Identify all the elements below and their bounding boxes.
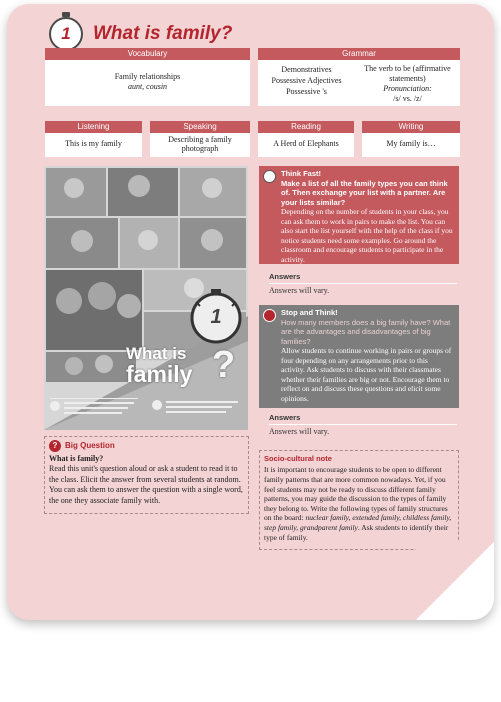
think-fast-prompt: Make a list of all the family types you can think of. Then exchange your list with a partner. Are your lists similar? xyxy=(281,178,448,207)
socio-cultural-note xyxy=(259,450,459,550)
reading-topic: A Herd of Elephants xyxy=(273,139,339,148)
stop-think-title: Stop and Think! xyxy=(281,308,338,317)
cover-think-fast-block xyxy=(50,398,138,420)
socio-cultural-body-end: . Ask students to identify their type of family. xyxy=(264,522,449,542)
writing-box xyxy=(362,121,460,157)
reading-heading: Reading xyxy=(258,121,354,133)
big-question-panel xyxy=(44,436,249,514)
speaking-topic: Describing a family photograph xyxy=(168,135,232,153)
writing-heading: Writing xyxy=(362,121,460,133)
vocabulary-box xyxy=(45,48,250,106)
reading-box xyxy=(258,121,354,157)
cover-unit-number: 1 xyxy=(210,306,222,328)
family-photo-collage xyxy=(44,166,248,430)
think-fast-title: Think Fast! xyxy=(281,169,322,178)
vocabulary-topic: Family relationships xyxy=(114,72,181,81)
cover-title-line2: family xyxy=(126,361,193,387)
stop-think-question: How many members does a big family have? What are the advantages and disadvantages of big families? xyxy=(281,317,451,346)
answers-text: Answers will vary. xyxy=(269,286,330,295)
unit-number: 1 xyxy=(61,24,71,43)
answers-text: Answers will vary. xyxy=(269,427,330,436)
think-fast-panel xyxy=(259,166,459,264)
big-question-title: What is family? xyxy=(49,454,104,463)
stopwatch-icon xyxy=(263,170,276,183)
grammar-item: Demonstratives xyxy=(281,65,332,74)
socio-cultural-body: It is important to encourage students to be open to different family patterns that are more common nowadays. Yet, if you feel students may not be ready to discuss different family patterns, you may guide the discussion to the types of family they belong to. Write the following types of family structures on the board: xyxy=(264,465,448,523)
listening-heading: Listening xyxy=(45,121,142,133)
page-title: What is family? xyxy=(93,23,233,44)
grammar-item: Possessive 's xyxy=(286,87,327,96)
big-question-body: Read this unit's question aloud or ask a student to read it to the class. Elicit the answer from several students at random. You can ask them to answer the question with a single word, the one they associate family with. xyxy=(49,464,243,505)
think-fast-body: Depending on the number of students in your class, you can ask them to work in pairs to make the list. You can also start the list yourself with the help of the class if you notice students need some examples. Go around the classroom and encourage students to participate in the activity. xyxy=(281,207,453,264)
speaking-heading: Speaking xyxy=(150,121,250,133)
vocabulary-words: aunt, cousin xyxy=(127,82,168,91)
cover-title-line1: What is xyxy=(126,344,187,363)
writing-topic: My family is… xyxy=(386,139,436,148)
page-curl xyxy=(416,542,494,620)
unit-cover-image xyxy=(44,166,248,430)
stopwatch-icon xyxy=(49,17,83,51)
vocabulary-heading: Vocabulary xyxy=(45,48,250,60)
grammar-heading: Grammar xyxy=(258,48,460,60)
pronunciation-label: Pronunciation: xyxy=(383,84,432,93)
socio-cultural-title: Socio-cultural note xyxy=(264,454,332,463)
grammar-box xyxy=(258,48,460,106)
answers-label: Answers xyxy=(269,272,301,281)
grammar-item: Possessive Adjectives xyxy=(271,76,342,85)
answers-section xyxy=(269,272,457,295)
answers-section xyxy=(269,413,457,436)
stop-think-body: Allow students to continue working in pairs or groups of four depending on any arrangements prior to this activity. Ask students to discuss with their classmates whether their families are big or not. Encourage them to reflect on and discuss these questions and elicit some opinions. xyxy=(281,346,452,403)
cover-question-mark: ? xyxy=(212,344,236,386)
answers-label: Answers xyxy=(269,413,301,422)
hand-icon xyxy=(263,309,276,322)
family-types-list: nuclear family, extended family, childless family, step family, grandparent family xyxy=(264,513,452,532)
stop-think-panel xyxy=(259,305,459,408)
listening-topic: This is my family xyxy=(65,139,122,148)
pronunciation-sounds: /s/ vs. /z/ xyxy=(393,94,422,103)
grammar-item: The verb to be (affirmative statements) xyxy=(364,64,451,83)
listening-box xyxy=(45,121,142,157)
big-question-label: Big Question xyxy=(65,440,115,450)
cover-stop-think-block xyxy=(152,398,242,420)
speaking-box xyxy=(150,121,250,157)
question-icon: ? xyxy=(49,440,61,452)
teacher-guide-page xyxy=(7,4,494,620)
